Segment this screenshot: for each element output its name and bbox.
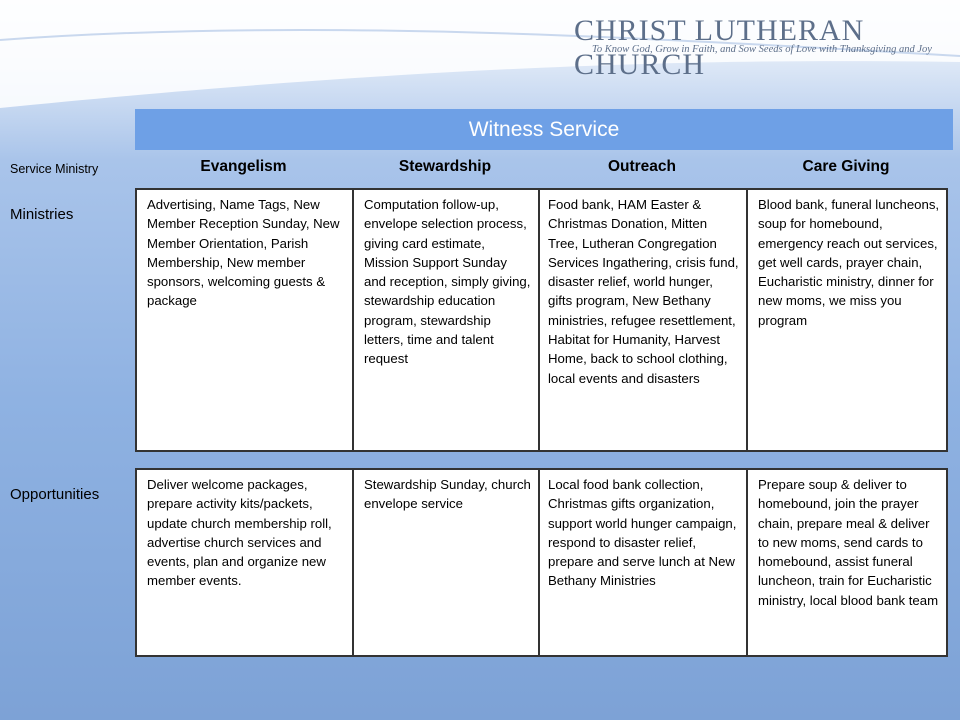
table-title: Witness Service	[135, 109, 953, 150]
row-label-service-ministry: Service Ministry	[10, 162, 99, 176]
column-header-evangelism: Evangelism	[200, 158, 287, 175]
row-label-opportunities: Opportunities	[10, 486, 100, 503]
church-name: CHRIST LUTHERAN CHURCH	[574, 14, 865, 81]
column-header-stewardship: Stewardship	[398, 158, 492, 175]
ministries-evangelism-cell: Advertising, Name Tags, New Member Reception Sunday, New Member Orientation, Parish Membership, New member sponsors, welcoming guests & package	[137, 190, 354, 450]
column-header-care-giving: Care Giving	[802, 158, 890, 175]
church-tagline: To Know God, Grow in Faith, and Sow Seeds of Love with Thanksgiving and Joy	[592, 44, 932, 55]
column-header-outreach: Outreach	[607, 158, 677, 175]
ministries-outreach-cell: Food bank, HAM Easter & Christmas Donation, Mitten Tree, Lutheran Congregation Services Ingathering, crisis fund, disaster relief, world hunger, gifts program, New Bethany ministries, refugee resettlement, Habitat for Humanity, Harvest Home, back to school clothing, local events and disasters	[540, 190, 748, 450]
opportunities-table	[135, 468, 948, 657]
ministries-table	[135, 188, 948, 452]
opportunities-evangelism-cell: Deliver welcome packages, prepare activity kits/packets, update church membership roll, advertise church services and events, plan and organize new member events.	[137, 470, 354, 655]
opportunities-outreach-cell: Local food bank collection, Christmas gifts organization, support world hunger campaign, respond to disaster relief, prepare and serve lunch at New Bethany Ministries	[540, 470, 748, 655]
opportunities-stewardship-cell: Stewardship Sunday, church envelope service	[354, 470, 540, 655]
row-label-ministries: Ministries	[10, 206, 74, 223]
ministries-care-giving-cell: Blood bank, funeral luncheons, soup for homebound, emergency reach out services, get well cards, prayer chain, Eucharistic ministry, dinner for new moms, we miss you program	[758, 197, 940, 328]
ministries-stewardship-cell: Computation follow-up, envelope selection process, giving card estimate, Mission Support Sunday and reception, simply giving, stewardship education program, stewardship letters, time and talent request	[354, 190, 540, 450]
opportunities-care-giving-cell: Prepare soup & deliver to homebound, join the prayer chain, prepare meal & deliver to new moms, send cards to homebound, assist funeral luncheon, train for Eucharistic ministry, local blood bank team	[758, 477, 939, 608]
